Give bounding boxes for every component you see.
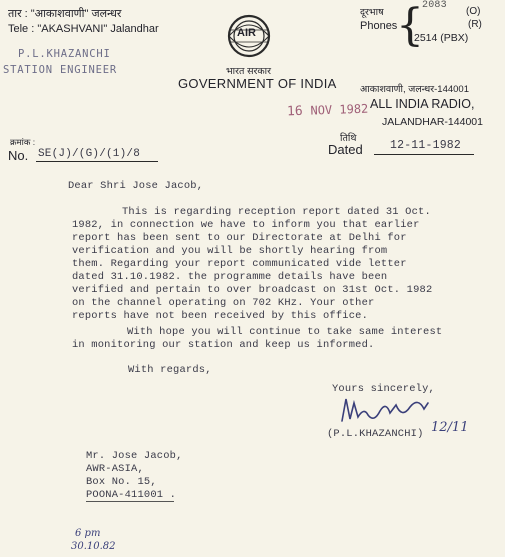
body-line-9: reports have not been received by this office. [72,310,369,322]
handwritten-date: 30.10.82 [71,541,116,552]
dated-value: 12-11-1982 [390,139,462,152]
phone-2: 2514 (PBX) [414,32,469,44]
para2-line-1: With hope you will continue to take same interest [127,326,443,338]
received-stamp-day: 16 [286,103,303,120]
recipient-line-2: AWR-ASIA, [86,463,144,475]
org-city: JALANDHAR-144001 [382,116,483,128]
recipient-line-1: Mr. Jose Jacob, [86,450,183,462]
received-stamp-month: NOV 1982 [310,101,369,118]
body-line-7: verified and pertain to over broadcast on 31st Oct. 1982 [72,284,433,296]
phones-hindi: दूरभाष [360,7,384,18]
regards: With regards, [128,364,212,376]
signatory: (P.L.KHAZANCHI) [327,428,424,440]
body-line-3: report has been sent to our Directorate at Delhi for [72,232,407,244]
recipient-line-4: POONA-411001 . [86,489,177,501]
body-line-2: 1982, in connection we have to inform you that earlier [72,219,420,231]
body-line-5: them. Regarding your report communicated vide letter [72,258,407,270]
recipient-underline [86,501,174,502]
body-line-8: on the channel operating on 702 KHz. Your other [72,297,375,309]
reference-value: SE(J)/(G)/(1)/8 [38,148,141,160]
salutation: Dear Shri Jose Jacob, [68,180,204,192]
closing: Yours sincerely, [332,383,435,395]
phone-1-extra: (R) [468,19,482,30]
signature-scribble-icon [338,393,438,427]
dated-label: Dated [328,142,363,157]
phones-brace-icon: { [396,0,424,51]
emblem-text: AIR [237,27,256,39]
handwritten-time: 6 pm [75,528,101,539]
recipient-line-3: Box No. 15, [86,476,157,488]
reference-label-hindi: क्रमांक : [10,137,36,147]
telegram-line-hindi: तार : "आकाशवाणी" जलन्धर [8,8,122,20]
body-line-6: dated 31.10.1982. the programme details have been [72,271,388,283]
body-line-1: This is regarding reception report dated 31 Oct. [122,206,431,218]
body-line-4: verification and you will be shortly hearing from [72,245,388,257]
phone-1: 2083 [422,0,447,11]
dated-label-hindi: तिथि [340,133,357,144]
para2-line-2: in monitoring our station and keep us informed. [72,339,375,351]
dated-underline [374,154,474,155]
tele-line: Tele : "AKASHVANI" Jalandhar [8,23,159,35]
name-stamp: P.L.KHAZANCHI [18,48,111,60]
phones-label: Phones [360,20,398,32]
phone-1-tag: (O) [466,6,481,17]
govt-english: GOVERNMENT OF INDIA [178,76,337,91]
address-hindi: आकाशवाणी, जलन्धर-144001 [360,84,469,95]
reference-underline [36,161,158,162]
org-name: ALL INDIA RADIO, [370,97,475,111]
reference-label: No. [8,148,29,163]
received-stamp [287,102,369,120]
govt-hindi: भारत सरकार [226,66,272,77]
sign-date: 12/11 [431,420,469,435]
title-stamp: STATION ENGINEER [3,64,117,76]
